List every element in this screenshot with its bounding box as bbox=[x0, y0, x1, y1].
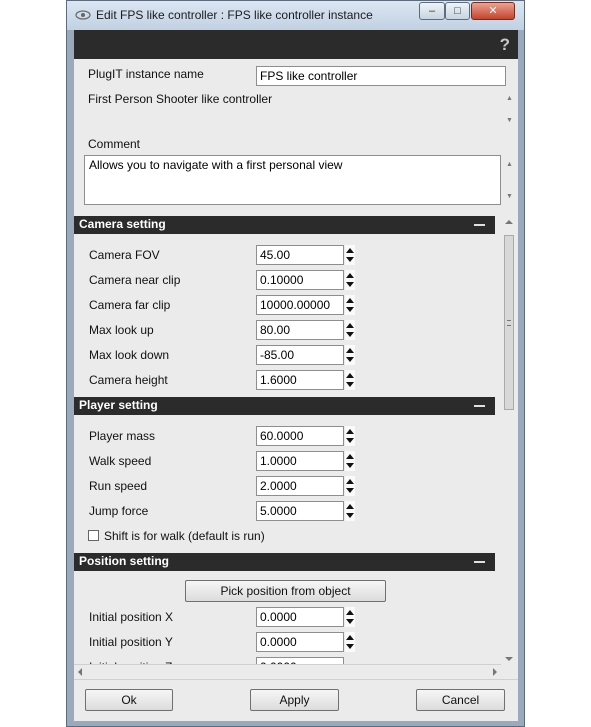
plugit-name-label: PlugIT instance name bbox=[88, 67, 204, 81]
scroll-right-icon[interactable] bbox=[493, 668, 497, 676]
minimize-icon: – bbox=[428, 5, 436, 17]
collapse-icon[interactable] bbox=[474, 224, 485, 226]
jump-force-stepper[interactable] bbox=[345, 501, 355, 521]
position-section-title: Position setting bbox=[79, 554, 169, 568]
run-speed-stepper[interactable] bbox=[345, 476, 355, 496]
description-scroll-down-icon[interactable]: ▼ bbox=[506, 117, 513, 124]
spin-up-icon[interactable] bbox=[346, 323, 354, 328]
player-mass-stepper[interactable] bbox=[345, 426, 355, 446]
jump-force-input[interactable]: 5.0000 bbox=[256, 501, 344, 521]
scroll-up-icon[interactable] bbox=[505, 220, 513, 224]
initial-position-y-input[interactable]: 0.0000 bbox=[256, 632, 344, 652]
camera-section-header[interactable] bbox=[74, 216, 495, 234]
position-section-header[interactable] bbox=[74, 553, 495, 571]
run-speed-label: Run speed bbox=[89, 479, 148, 493]
content-panel bbox=[74, 59, 518, 679]
max-look-down-input[interactable]: -85.00 bbox=[256, 345, 344, 365]
spin-down-icon[interactable] bbox=[346, 282, 354, 287]
collapse-icon[interactable] bbox=[474, 405, 485, 407]
spin-up-icon[interactable] bbox=[346, 248, 354, 253]
camera-fov-label: Camera FOV bbox=[89, 248, 160, 262]
plugit-description: First Person Shooter like controller bbox=[88, 92, 273, 106]
max-look-up-label: Max look up bbox=[89, 323, 154, 337]
jump-force-label: Jump force bbox=[89, 504, 149, 518]
spin-up-icon[interactable] bbox=[346, 504, 354, 509]
initial-position-x-label: Initial position X bbox=[89, 610, 174, 624]
camera-near-clip-stepper[interactable] bbox=[345, 270, 355, 290]
comment-textarea[interactable]: Allows you to navigate with a first personal view bbox=[84, 155, 501, 205]
scroll-thumb[interactable] bbox=[504, 235, 514, 410]
spin-up-icon[interactable] bbox=[346, 429, 354, 434]
pick-position-button[interactable]: Pick position from object bbox=[185, 580, 386, 602]
camera-near-clip-input[interactable]: 0.10000 bbox=[256, 270, 344, 290]
spin-up-icon[interactable] bbox=[346, 454, 354, 459]
spin-up-icon[interactable] bbox=[346, 348, 354, 353]
apply-button[interactable]: Apply bbox=[250, 689, 339, 711]
player-section-header[interactable] bbox=[74, 397, 495, 415]
title-bar[interactable] bbox=[67, 1, 524, 30]
help-bar bbox=[74, 30, 518, 59]
spin-down-icon[interactable] bbox=[346, 619, 354, 624]
camera-near-clip-label: Camera near clip bbox=[89, 273, 181, 287]
spin-up-icon[interactable] bbox=[346, 273, 354, 278]
shift-walk-checkbox[interactable] bbox=[88, 530, 99, 541]
maximize-button[interactable] bbox=[445, 2, 470, 20]
maximize-icon: □ bbox=[454, 5, 461, 17]
cancel-button[interactable]: Cancel bbox=[416, 689, 505, 711]
description-scroll-up-icon[interactable]: ▲ bbox=[506, 95, 513, 102]
scroll-left-icon[interactable] bbox=[78, 668, 82, 676]
spin-down-icon[interactable] bbox=[346, 382, 354, 387]
camera-far-clip-input[interactable]: 10000.00000 bbox=[256, 295, 344, 315]
max-look-up-stepper[interactable] bbox=[345, 320, 355, 340]
horizontal-scrollbar[interactable] bbox=[74, 664, 501, 679]
player-mass-input[interactable]: 60.0000 bbox=[256, 426, 344, 446]
plugit-name-input[interactable]: FPS like controller bbox=[256, 66, 506, 86]
max-look-up-input[interactable]: 80.00 bbox=[256, 320, 344, 340]
edit-plugit-dialog bbox=[66, 0, 525, 727]
spin-down-icon[interactable] bbox=[346, 644, 354, 649]
camera-height-stepper[interactable] bbox=[345, 370, 355, 390]
scroll-down-icon[interactable] bbox=[505, 657, 513, 661]
vertical-scrollbar[interactable] bbox=[501, 217, 517, 664]
camera-height-label: Camera height bbox=[89, 373, 168, 387]
spin-up-icon[interactable] bbox=[346, 610, 354, 615]
initial-position-y-label: Initial position Y bbox=[89, 635, 173, 649]
comment-label: Comment bbox=[88, 137, 141, 151]
spin-down-icon[interactable] bbox=[346, 332, 354, 337]
camera-far-clip-stepper[interactable] bbox=[345, 295, 355, 315]
app-eye-icon bbox=[75, 9, 91, 21]
spin-up-icon[interactable] bbox=[346, 298, 354, 303]
spin-down-icon[interactable] bbox=[346, 438, 354, 443]
player-mass-label: Player mass bbox=[89, 429, 156, 443]
walk-speed-input[interactable]: 1.0000 bbox=[256, 451, 344, 471]
initial-position-y-stepper[interactable] bbox=[345, 632, 355, 652]
camera-section-title: Camera setting bbox=[79, 217, 166, 231]
camera-fov-input[interactable]: 45.00 bbox=[256, 245, 344, 265]
ok-button[interactable]: Ok bbox=[85, 689, 173, 711]
camera-height-input[interactable]: 1.6000 bbox=[256, 370, 344, 390]
camera-fov-stepper[interactable] bbox=[345, 245, 355, 265]
spin-down-icon[interactable] bbox=[346, 488, 354, 493]
initial-position-x-stepper[interactable] bbox=[345, 607, 355, 627]
max-look-down-stepper[interactable] bbox=[345, 345, 355, 365]
collapse-icon[interactable] bbox=[474, 561, 485, 563]
comment-scroll-down-icon[interactable]: ▼ bbox=[506, 193, 513, 200]
spin-down-icon[interactable] bbox=[346, 513, 354, 518]
close-icon: ✕ bbox=[488, 5, 498, 17]
spin-down-icon[interactable] bbox=[346, 463, 354, 468]
spin-up-icon[interactable] bbox=[346, 635, 354, 640]
max-look-down-label: Max look down bbox=[89, 348, 170, 362]
spin-down-icon[interactable] bbox=[346, 357, 354, 362]
dialog-footer bbox=[74, 679, 518, 721]
minimize-button[interactable] bbox=[419, 2, 445, 20]
player-section-title: Player setting bbox=[79, 398, 158, 412]
window-title: Edit FPS like controller : FPS like controller instance bbox=[96, 8, 373, 22]
camera-far-clip-label: Camera far clip bbox=[89, 298, 171, 312]
walk-speed-label: Walk speed bbox=[89, 454, 152, 468]
spin-up-icon[interactable] bbox=[346, 373, 354, 378]
initial-position-x-input[interactable]: 0.0000 bbox=[256, 607, 344, 627]
spin-down-icon[interactable] bbox=[346, 257, 354, 262]
grip-icon bbox=[507, 320, 511, 326]
comment-scroll-up-icon[interactable]: ▲ bbox=[506, 161, 513, 168]
shift-walk-label: Shift is for walk (default is run) bbox=[104, 529, 265, 543]
spin-down-icon[interactable] bbox=[346, 307, 354, 312]
walk-speed-stepper[interactable] bbox=[345, 451, 355, 471]
close-button[interactable] bbox=[471, 2, 515, 20]
help-icon[interactable]: ? bbox=[499, 35, 510, 54]
run-speed-input[interactable]: 2.0000 bbox=[256, 476, 344, 496]
spin-up-icon[interactable] bbox=[346, 479, 354, 484]
